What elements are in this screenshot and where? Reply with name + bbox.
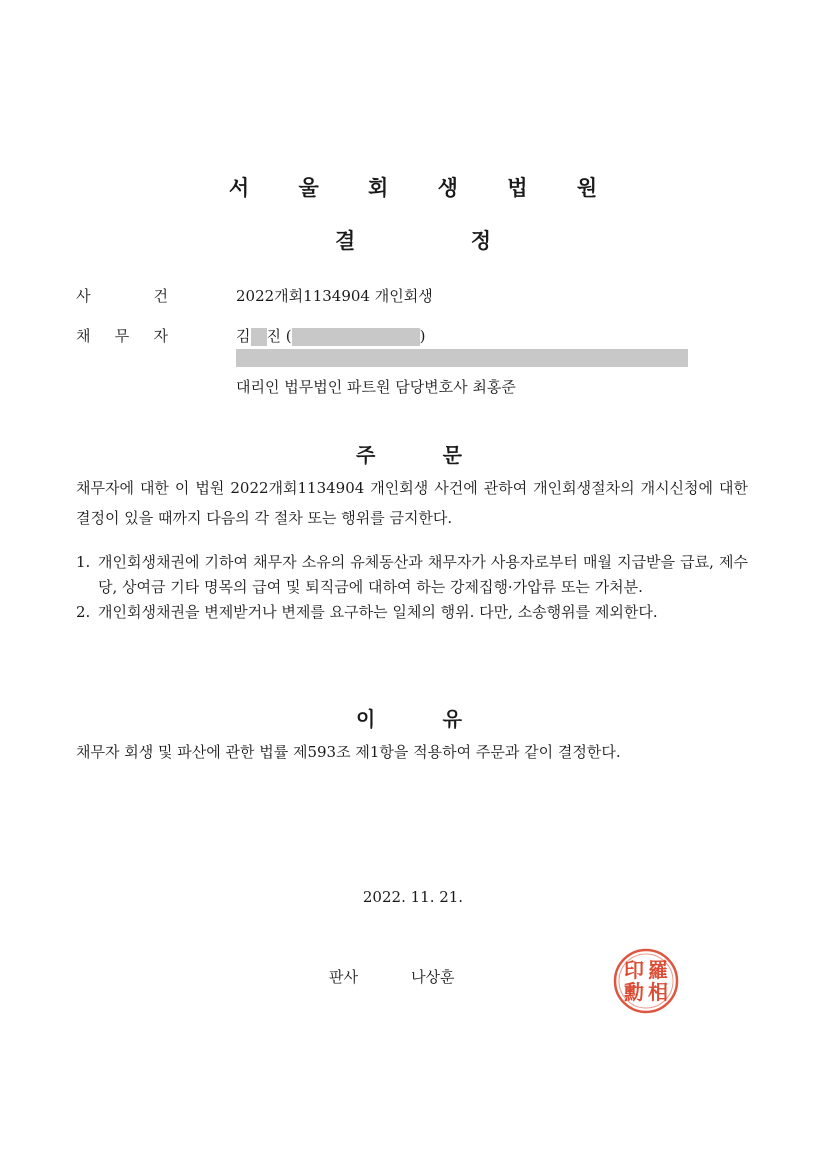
debtor-paren-open: ( <box>285 327 292 345</box>
order-items <box>76 550 748 625</box>
judge-seal-stamp <box>612 947 680 1015</box>
reason-title-char: 이 <box>356 707 376 731</box>
order-item-number: 1. <box>76 553 91 571</box>
address-redaction <box>236 349 688 367</box>
seal-char: 印 <box>624 958 644 982</box>
order-intro: 채무자에 대한 이 법원 2022개회1134904 개인회생 사건에 관하여 개인회생절차의 개시신청에 대한 결정이 있을 때까지 다음의 각 절차 또는 행위를 금지한다. <box>76 479 748 527</box>
redaction-block <box>251 328 267 346</box>
order-item-number: 2. <box>76 603 91 621</box>
case-label <box>76 285 168 306</box>
reason-title <box>356 703 462 732</box>
redaction-block <box>292 328 420 346</box>
seal-char: 相 <box>648 980 668 1004</box>
debtor-label-char: 무 <box>114 327 130 345</box>
order-item <box>76 550 748 600</box>
case-number: 2022개회1134904 개인회생 <box>236 287 433 305</box>
debtor-label-char: 채 <box>76 327 91 345</box>
doctype-char: 정 <box>470 229 491 253</box>
order-item <box>76 600 748 625</box>
debtor-name-last: 진 <box>266 327 281 345</box>
debtor-label <box>76 325 168 346</box>
debtor-agent: 대리인 법무법인 파트원 담당변호사 최홍준 <box>236 378 516 396</box>
judge-name: 나상훈 <box>411 968 455 986</box>
debtor-paren-close: ) <box>419 327 426 345</box>
judge-label: 판사 <box>329 968 358 986</box>
seal-char: 羅 <box>648 958 668 982</box>
debtor-label-char: 자 <box>153 327 168 345</box>
reason-title-char: 유 <box>442 707 462 731</box>
seal-char: 勳 <box>624 980 644 1004</box>
case-label-char: 건 <box>153 287 168 305</box>
court-name: 서 울 회 생 법 원 <box>228 176 619 200</box>
debtor-name <box>236 325 426 346</box>
order-title <box>356 439 462 468</box>
doctype-char: 결 <box>335 229 356 253</box>
order-item-text: 개인회생채권에 기하여 채무자 소유의 유체동산과 채무자가 사용자로부터 매월 지급받을 급료, 제수당, 상여금 기타 명목의 급여 및 퇴직금에 대하여 하는 강제집행·가압류 또는 가처분. <box>98 553 748 596</box>
debtor-name-first: 김 <box>236 327 251 345</box>
order-title-char: 주 <box>356 443 376 467</box>
document-type-title <box>335 225 491 255</box>
case-label-char: 사 <box>76 287 91 305</box>
decision-date: 2022. 11. 21. <box>362 888 464 906</box>
order-title-char: 문 <box>442 443 462 467</box>
order-item-text: 개인회생채권을 변제받거나 변제를 요구하는 일체의 행위. 다만, 소송행위를 제외한다. <box>98 603 658 621</box>
reason-text: 채무자 회생 및 파산에 관한 법률 제593조 제1항을 적용하여 주문과 같이 결정한다. <box>76 743 621 761</box>
